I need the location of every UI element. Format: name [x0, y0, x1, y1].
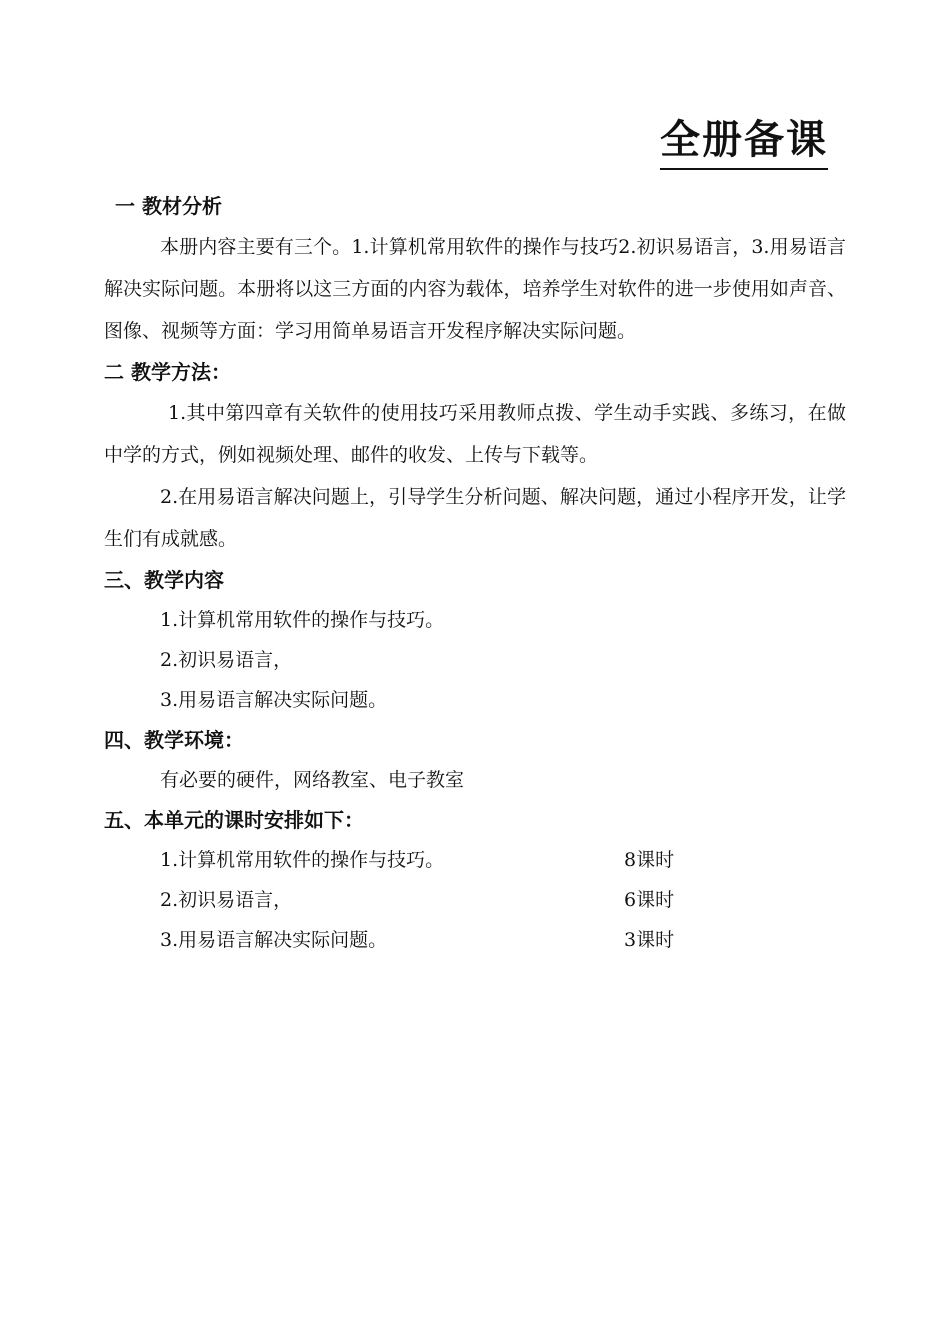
- schedule-row-hours: 3课时: [624, 929, 675, 951]
- schedule-row: [104, 840, 846, 880]
- section-heading-schedule: 五、本单元的课时安排如下：: [104, 808, 364, 832]
- methods-paragraph-1: 1.其中第四章有关软件的使用技巧采用教师点拨、学生动手实践、多练习，在做中学的方式，例如视频处理、邮件的收发、上传与下载等。: [104, 402, 846, 466]
- schedule-row-label: 3.用易语言解决实际问题。: [160, 929, 388, 951]
- schedule-row-hours: 6课时: [624, 889, 675, 911]
- schedule-row: [104, 920, 846, 960]
- environment-text: 有必要的硬件，网络教室、电子教室: [160, 769, 465, 791]
- schedule-row-label: 2.初识易语言，: [160, 889, 293, 911]
- schedule-row: [104, 880, 846, 920]
- section-heading-methods: 二 教学方法：: [104, 360, 231, 384]
- page-title: 全册备课: [660, 112, 828, 170]
- materials-paragraph: 本册内容主要有三个。1.计算机常用软件的操作与技巧2.初识易语言，3.用易语言解决实际问题。本册将以这三方面的内容为载体，培养学生对软件的进一步使用如声音、图像、视频等方面：学习用简单易语言开发程序解决实际问题。: [104, 236, 846, 342]
- content-item: 1.计算机常用软件的操作与技巧。: [160, 609, 445, 631]
- section-heading-content: 三、教学内容: [104, 568, 224, 592]
- schedule-row-hours: 8课时: [624, 849, 675, 871]
- content-item: 2.初识易语言，: [160, 649, 293, 671]
- section-heading-materials: 一 教材分析: [115, 194, 222, 218]
- section-heading-environment: 四、教学环境：: [104, 728, 244, 752]
- document-body: [104, 186, 846, 960]
- schedule-row-label: 1.计算机常用软件的操作与技巧。: [160, 849, 445, 871]
- methods-paragraph-2: 2.在用易语言解决问题上，引导学生分析问题、解决问题，通过小程序开发，让学生们有成就感。: [104, 486, 846, 550]
- content-item: 3.用易语言解决实际问题。: [160, 689, 388, 711]
